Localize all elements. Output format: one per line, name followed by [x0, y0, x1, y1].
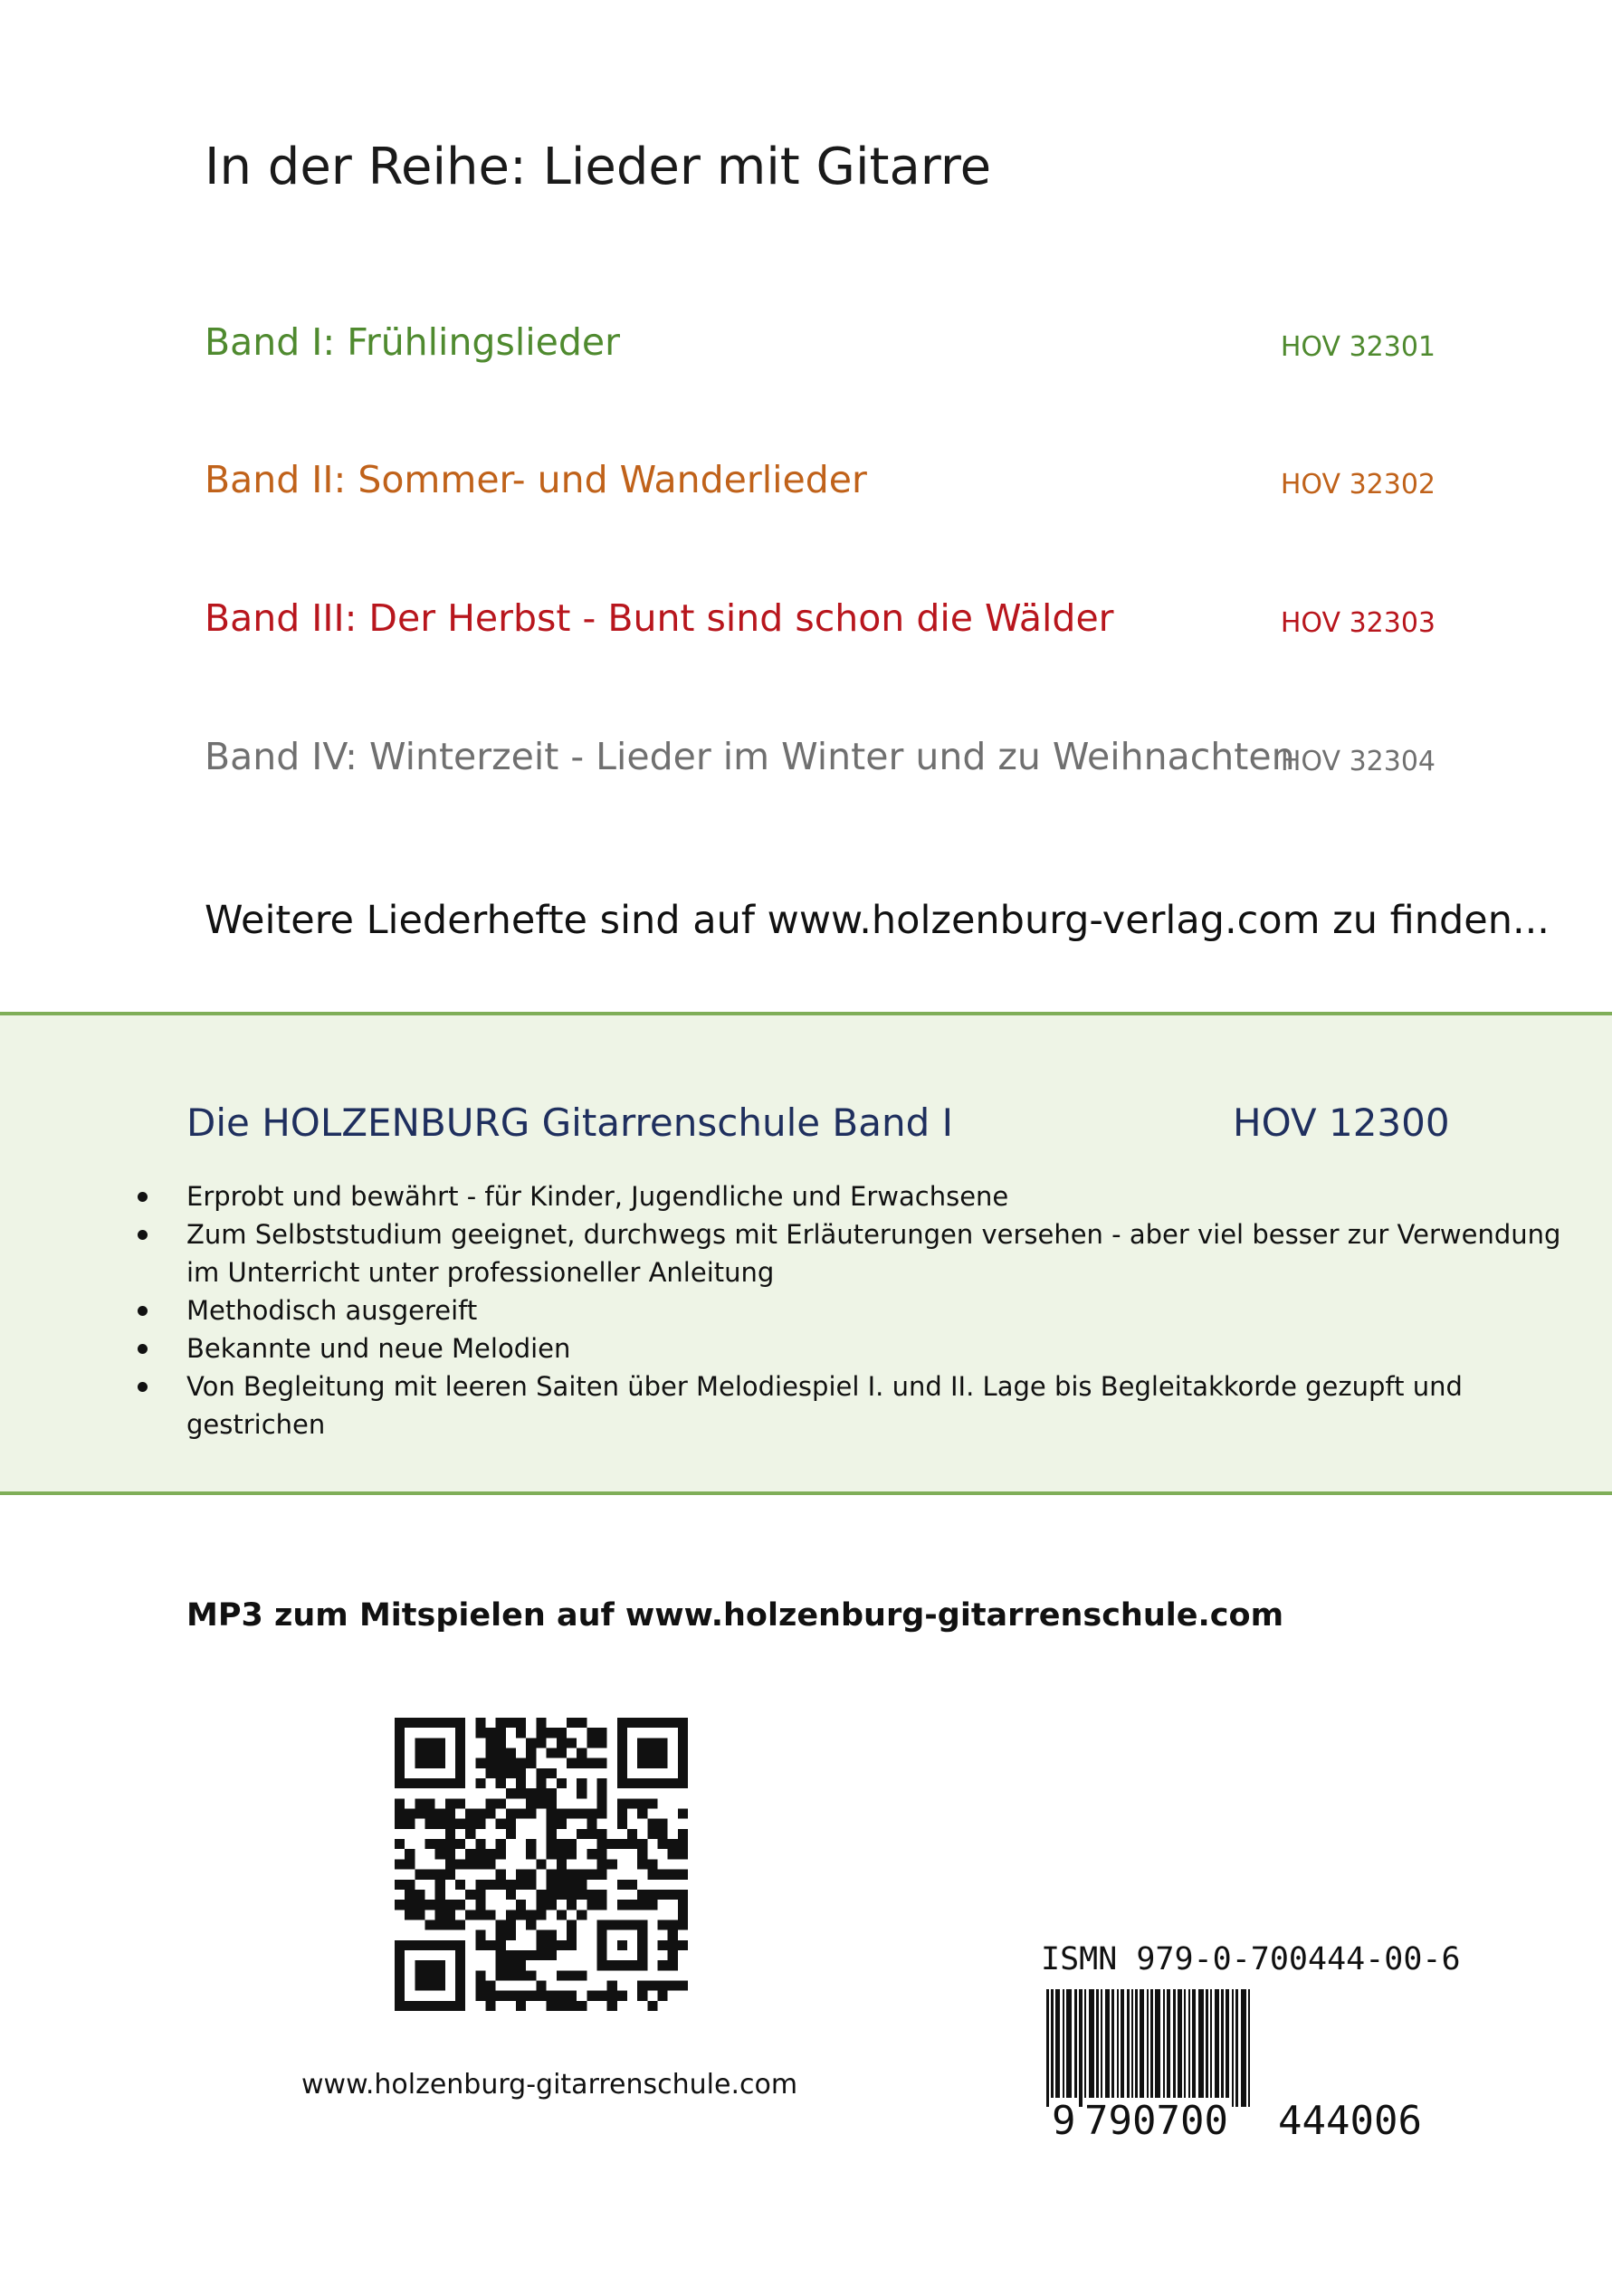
band-row-2: [205, 458, 1436, 512]
guitar-school-code: HOV 12300: [1233, 1100, 1450, 1145]
feature-item: Methodisch ausgereift: [136, 1291, 1566, 1329]
barcode-digit-group-1: 9: [1052, 2098, 1076, 2144]
barcode-digit-group-2: 790700: [1084, 2098, 1228, 2144]
series-title: In der Reihe: Lieder mit Gitarre: [205, 138, 992, 196]
qr-code-icon: [395, 1718, 688, 2011]
guitar-school-title: Die HOLZENBURG Gitarrenschule Band I: [186, 1100, 953, 1145]
qr-caption-url: www.holzenburg-gitarrenschule.com: [301, 2069, 798, 2101]
barcode-digit-group-3: 444006: [1278, 2098, 1422, 2144]
ismn-label: ISMN 979-0-700444-00-6: [1041, 1941, 1461, 1977]
feature-item: Zum Selbststudium geeignet, durchwegs mit Erläuterungen versehen - aber viel besser zur Verwendung im Unterricht unter professioneller Anleitung: [136, 1215, 1566, 1291]
band-code-4: HOV 32304: [1280, 746, 1436, 777]
band-code-3: HOV 32303: [1280, 607, 1436, 639]
band-code-2: HOV 32302: [1280, 469, 1436, 500]
feature-item: Bekannte und neue Melodien: [136, 1329, 1566, 1367]
band-row-1: [205, 320, 1436, 375]
barcode-icon: [1039, 1989, 1455, 2107]
band-title-2: Band II: Sommer- und Wanderlieder: [205, 458, 867, 501]
band-title-4: Band IV: Winterzeit - Lieder im Winter und zu Weihnachten: [205, 735, 1295, 778]
band-code-1: HOV 32301: [1280, 331, 1436, 363]
band-title-1: Band I: Frühlingslieder: [205, 320, 620, 364]
band-row-3: [205, 596, 1436, 651]
band-row-4: [205, 735, 1436, 789]
band-title-3: Band III: Der Herbst - Bunt sind schon die Wälder: [205, 596, 1114, 640]
mp3-note: MP3 zum Mitspielen auf www.holzenburg-gitarrenschule.com: [186, 1597, 1284, 1634]
further-songbooks-note: Weitere Liederhefte sind auf www.holzenburg-verlag.com zu finden...: [205, 898, 1550, 943]
feature-list: [136, 1177, 1566, 1443]
feature-item: Erprobt und bewährt - für Kinder, Jugendliche und Erwachsene: [136, 1177, 1566, 1215]
barcode-digits: [1050, 2098, 1448, 2147]
feature-item: Von Begleitung mit leeren Saiten über Melodiespiel I. und II. Lage bis Begleitakkorde gezupft und gestrichen: [136, 1367, 1566, 1443]
